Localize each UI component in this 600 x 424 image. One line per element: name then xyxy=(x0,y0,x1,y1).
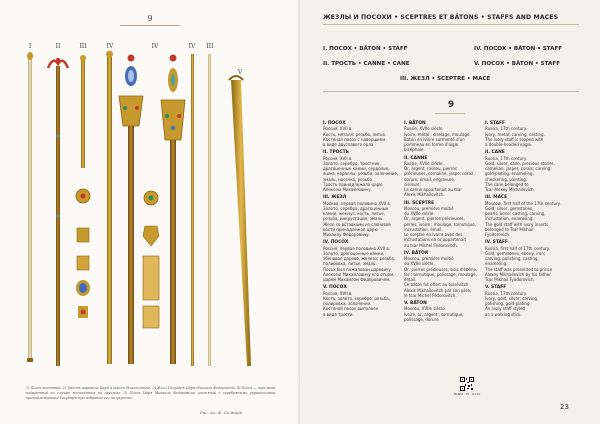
plate-caption: 1) Посох костяной. 2) Трость царевича Царя Алексея Михайловича. 3) Жезл Государя Царя Михаила Федоровича. 4) Посох — три вида, подаренный по случаю восшествия на престол. 5) Посох Царя Михаила Федоровича, костяной с серебряными украшениями, принадлежавший Государю при избрании его на царство. xyxy=(26,386,276,400)
entry-text: Россия, XVII в. Кость, золото, серебро; резьба, полировка, золочение. Костяной посох выполнен в виде трости. xyxy=(323,290,391,317)
entry-fr-staff-v xyxy=(404,301,480,322)
legend-item-cane-ii: II. ТРОСТЬ • CANNE • CANE xyxy=(323,61,410,67)
entry-text: Russie, XVIIe siècle. Ivoire, métal ; ciselage, moulage. Bâton en ivoire surmonté d'un pommeau en forme d'aigle bicéphale. xyxy=(404,126,471,153)
entry-title: V. ПОСОХ xyxy=(323,285,347,291)
entry-title: IV. BÂTON xyxy=(404,250,429,256)
right-mace-drawing xyxy=(161,55,185,365)
entry-title: III. ЖЕЗЛ xyxy=(323,195,347,201)
column-french xyxy=(404,121,480,325)
entry-title: III. SCEPTRE xyxy=(404,200,435,206)
entry-title: II. CANE xyxy=(485,150,505,156)
label-staff-iv-b: IV xyxy=(151,43,159,50)
entry-text: Moscou, XVIIe siècle. Ivoire, or, argent ; tornutique, polissage, dorure. xyxy=(404,306,464,322)
mace-iii-right-drawing xyxy=(208,54,211,366)
entry-title: V. BÂTON xyxy=(404,301,427,306)
header-rule xyxy=(323,24,579,25)
label-mace-iii-left: III xyxy=(79,43,87,50)
cane-ii-drawing xyxy=(48,58,68,366)
entry-fr-cane-ii xyxy=(404,156,480,198)
staff-v-drawing xyxy=(229,76,251,366)
plate-number-rule xyxy=(120,25,180,26)
entry-fr-staff-iv xyxy=(404,251,480,298)
staff-iv-c-drawing xyxy=(191,54,194,366)
entry-title: II. CANNE xyxy=(404,155,428,161)
label-staff-iv-c: IV xyxy=(188,43,196,50)
qr-code-label: ВИДЕО · 3D · AUDIO xyxy=(453,393,481,396)
plate-illustration xyxy=(15,36,285,384)
page-number: 23 xyxy=(560,403,569,411)
entry-text: Россия, первая половина XVII в. Золото, драгоценные камни, эбеновое дерево, железо; резьба, полировка, литье, эмаль. Посох был пожалован царевичу Алексею Михайловичу его отцом, царем Михаилом Федоровичем. xyxy=(323,245,396,282)
entry-ru-staff-v xyxy=(323,285,399,317)
entry-text: Russia, 17th century. Ivory, metal; carving, casting. The ivory staff is topped with a double-headed eagle. xyxy=(485,126,545,147)
label-cane-ii: II xyxy=(55,43,61,50)
ornament-details-right xyxy=(143,191,159,328)
entry-text: Moscow, first half of the 17th century. Gold, silver, gemstones, pearls, bone; casting, carving, incrustation, enameling. The gold staff with ivory inserts belonged to Tsar Mikhail Fyodorovich. xyxy=(485,200,561,237)
entry-text: Москва, первая половина XVII в. Золото, серебро, драгоценные камни, жемчуг, кость, литье, резьба, инкрустация, эмаль. Жезл со вставками из слоновой кости принадлежал царю Михаилу Федоровичу. xyxy=(323,200,392,237)
entry-en-staff-iv xyxy=(485,240,575,282)
entry-ru-mace-iii xyxy=(323,195,399,237)
legend-rule xyxy=(323,91,579,92)
entry-fr-staff-i xyxy=(404,121,480,153)
entry-ru-cane-ii xyxy=(323,150,399,192)
entry-text: Россия, XVII в. Золото, серебро, тростник, драгоценные камни, сердолик, яшма, кораллы; резьба, золочение, эмаль, насечка, резьба. Трость принадлежала царю Алексею Михайловичу. xyxy=(323,155,399,192)
entry-title: I. STAFF xyxy=(485,121,506,126)
entry-en-mace-iii xyxy=(485,195,575,237)
plate-reference-rule xyxy=(435,113,465,114)
entry-title: I. ПОСОХ xyxy=(323,121,346,126)
qr-code-icon[interactable] xyxy=(460,377,474,391)
entry-text: Russie, XVIIe siècle. Or, argent, roseau, pierres précieuses, cornaline, jaspe, corail ; dorure, émail, engravure, ciselure. La canne appartenait au tsar Alexis Mikhaïlovitch. xyxy=(404,160,476,198)
staff-i-drawing xyxy=(27,52,33,362)
entry-ru-staff-iv xyxy=(323,240,399,282)
entry-fr-mace-iii xyxy=(404,201,480,248)
entry-text: Russia, 17th century. Ivory, gold, silver; carving, polishing, gold-plating. An ivory staff styled as a walking stick. xyxy=(485,290,539,317)
plate-number: 9 xyxy=(147,14,153,23)
entry-title: IV. ПОСОХ xyxy=(323,240,349,246)
staff-iv-a-drawing xyxy=(106,51,113,365)
legend-item-staff-i: I. ПОСОХ • BÂTON • STAFF xyxy=(323,46,408,52)
legend-item-staff-iv: IV. ПОСОХ • BÂTON • STAFF xyxy=(474,46,563,52)
entry-title: I. BÂTON xyxy=(404,121,426,126)
entry-title: V. STAFF xyxy=(485,285,507,291)
plate-reference-number: 9 xyxy=(447,100,455,110)
entry-title: II. ТРОСТЬ xyxy=(323,150,349,156)
page-header: ЖЕЗЛЫ И ПОСОХИ • SCEPTRES ET BÂTONS • STAFFS AND MACES xyxy=(323,14,559,21)
mace-iii-left-drawing xyxy=(80,55,86,168)
legend-item-staff-v: V. ПОСОХ • BÂTON • STAFF xyxy=(474,61,561,67)
plate-caption-signature: Рис. Ак. Ф. Солнцев xyxy=(200,410,243,415)
label-staff-v: V xyxy=(237,69,243,76)
entry-title: III. MACE xyxy=(485,195,508,201)
entry-text: Russia, first half of 17th century. Gold, gemstones, ebony, iron; carving, polishing, casting, enameling. The staff was presented to prince Alexey Mikhailovich by his father Tsar Mikhail Fyodorovich. xyxy=(485,245,553,282)
entry-en-staff-v xyxy=(485,285,575,317)
label-staff-i: I xyxy=(28,43,32,50)
entry-text: Moscou, première moitié du XVIIe siècle. Or, pierres précieuses, bois d'ébène, fer ; tornutique, polissage, moulage, émail. Ce bâton fut offert au tsarévitch Alexis Mikhaïlovitch par son père, le tsar Michel Fédorovitch. xyxy=(404,256,478,298)
ornament-details-left xyxy=(76,189,90,318)
label-staff-iv-a: IV xyxy=(106,43,114,50)
column-english xyxy=(485,121,575,320)
entry-text: Russia, 17th century. Gold, silver, cane, precious stones, carnelian, jasper, corals; carving, gold-plating, enameling, checkering, painting. The cane belonged to Tsar Alexey Mikhailovich. xyxy=(485,155,555,192)
central-mace-drawing xyxy=(119,55,143,365)
entry-text: Moscou, première moitié du XVIIe siècle. Or, argent, pierres précieuses, perles, ivoire ; moulage, tornutique, incrustation, émail. Le sceptre en ivoire avec des incrustations en or appartenait au tsar Michel Fédorovitch. xyxy=(404,205,476,248)
entry-en-cane-ii xyxy=(485,150,575,192)
entry-title: IV. STAFF xyxy=(485,240,508,246)
label-mace-iii-right: III xyxy=(206,43,214,50)
column-russian xyxy=(323,121,399,320)
entry-text: Россия, XVII в. Кость, металл; резьба, литье. Костяной посох с навершием в виде двуглавого орла. xyxy=(323,126,387,147)
legend-item-mace-iii: III. ЖЕЗЛ • SCEPTRE • MACE xyxy=(400,76,491,82)
entry-en-staff-i xyxy=(485,121,575,147)
entry-ru-staff-i xyxy=(323,121,399,147)
